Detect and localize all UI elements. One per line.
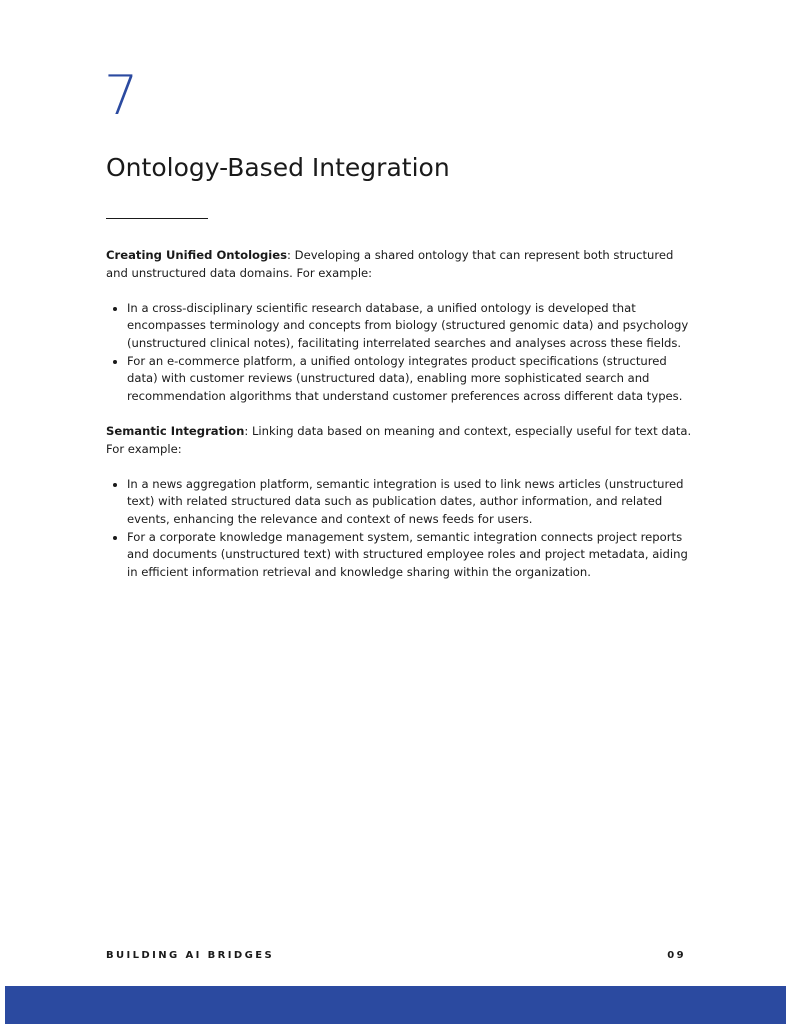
chapter-number: 7: [104, 64, 139, 127]
section-unified-ontologies-list: [106, 300, 696, 406]
list-item: • For a corporate knowledge management system, semantic integration connects project reports and documents (unstructured text) with structured employee roles and project metadata, aiding in efficient information retrieval and knowledge sharing within the organization.: [127, 529, 696, 582]
title-divider: [106, 218, 208, 219]
chapter-body: [106, 247, 696, 599]
section-term: Semantic Integration: [106, 423, 245, 438]
list-item: • In a cross-disciplinary scientific research database, a unified ontology is developed that encompasses terminology and concepts from biology (structured genomic data) and psychology (unstructured clinical notes), facilitating interrelated searches and analyses across these fields.: [127, 300, 696, 353]
footer-document-title: BUILDING AI BRIDGES: [106, 950, 275, 961]
footer-accent-bar: [5, 986, 786, 1024]
list-item: • For an e-commerce platform, a unified ontology integrates product specifications (structured data) with customer reviews (unstructured data), enabling more sophisticated search and recommendation algorithms that understand customer preferences across different data types.: [127, 353, 696, 406]
chapter-title: Ontology-Based Integration: [106, 153, 450, 182]
section-semantic-integration-list: [106, 476, 696, 582]
list-item: • In a news aggregation platform, semantic integration is used to link news articles (unstructured text) with related structured data such as publication dates, author information, and related events, enhancing the relevance and context of news feeds for users.: [127, 476, 696, 529]
section-term: Creating Unified Ontologies: [106, 248, 288, 262]
section-unified-ontologies-intro: [106, 247, 696, 282]
section-semantic-integration-intro: [106, 423, 696, 458]
section-intro-text: : Developing a shared ontology that can represent both structured and unstructured data domains. For example:: [106, 248, 674, 280]
section-intro-text: : Linking data based on meaning and context, especially useful for text data. For example:: [106, 423, 692, 456]
footer-page-number: 09: [667, 950, 686, 961]
